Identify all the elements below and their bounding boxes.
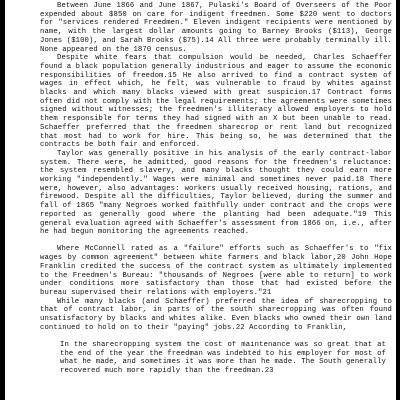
paragraph-sharecropping: While many blacks (and Schaeffer) preferred the idea of sharecropping to that of contract labor, in parts of the south sharecropping was often found unsatisfactory by blacks and whites alike. Even blacks who owned their own land continued to hold on to their "paying" jobs.22 According to Franklin, bbox=[40, 297, 392, 332]
block-quote-franklin: In the sharecropping system the cost of maintenance was so great that at the end of the year the freedman was indebted to his employer for most of what he made, and sometimes it was more than he made. The South generally recovered much more rapidly than the freedman.23 bbox=[60, 341, 386, 376]
paragraph-gap bbox=[40, 237, 392, 246]
paragraph-contract-system: Despite white fears that compulsion would be needed, Charles Schaeffer found a black population generally industrious and eager to assume the economic responsibilities of freedom.15 He also arrived to find a contract system of wages in effect which, he felt, was vulnerable to fraud by whites against blacks and which many blacks viewed with great suspicion.17 Contract forms often did not comply with the legal requirements; the agreements were sometimes signed without witnesses; the freedmen's illiteracy allowed employers to hold them responsible for terms they had signed with an X but been unable to read. Schaeffer preferred that the freedmen sharecrop or rent land but recognized that most had to work for hire. This being so, he was determined that the contracts be both fair and enforced. bbox=[40, 54, 392, 150]
document-body bbox=[40, 2, 392, 397]
block-quote-container bbox=[40, 341, 392, 397]
page-border-left bbox=[0, 0, 5, 400]
paragraph-poor-relief: Between June 1866 and June 1867, Pulaski's Board of Overseers of the Poor expended about $850 on care for indigent freedmen. Some $220 went to doctors for "services rendered Freedmen." Eleven indigent recipients were mentioned by name, with the largest dollar amounts going to Barney Brooks ($113), George Jones ($100), and Sarah Brooks ($75).14 All three were probably terminally ill. None appeared on the 1870 census. bbox=[40, 2, 392, 54]
paragraph-taylor-analysis: Taylor was generally positive in his analysis of the early contract-labor system. There were, he admitted, good reasons for the freedmen's reluctance: the system resembled slavery, and many blacks thought they could earn more working "independently." Wages were minimal and sometimes never paid.18 There were, however, also advantages: workers usually received housing, rations, and firewood. Despite all the difficulties, Taylor believed, during the summer and fall of 1865 "many Negroes worked faithfully under contract and the crops were reported as generally good where the planting had been adequate."19 This general evaluation agreed with Schaeffer's assessment from 1866 on, i.e., after he had begun monitoring the agreements reached. bbox=[40, 149, 392, 237]
page-border-right bbox=[396, 0, 400, 400]
quote-gap bbox=[40, 333, 392, 342]
paragraph-mcconnell-franklin: Where McConnell rated as a "failure" efforts such as Schaeffer's to "fix wages by common agreement" between white farmers and black labor,20 John Hope Franklin credited the success of the contract system as ultimately implemented to the Freedmen's Bureau: "thousands of Negroes [were able to return] to work under conditions more satisfactory than those that had existed before the bureau supervised their relations with employers."21 bbox=[40, 245, 392, 297]
